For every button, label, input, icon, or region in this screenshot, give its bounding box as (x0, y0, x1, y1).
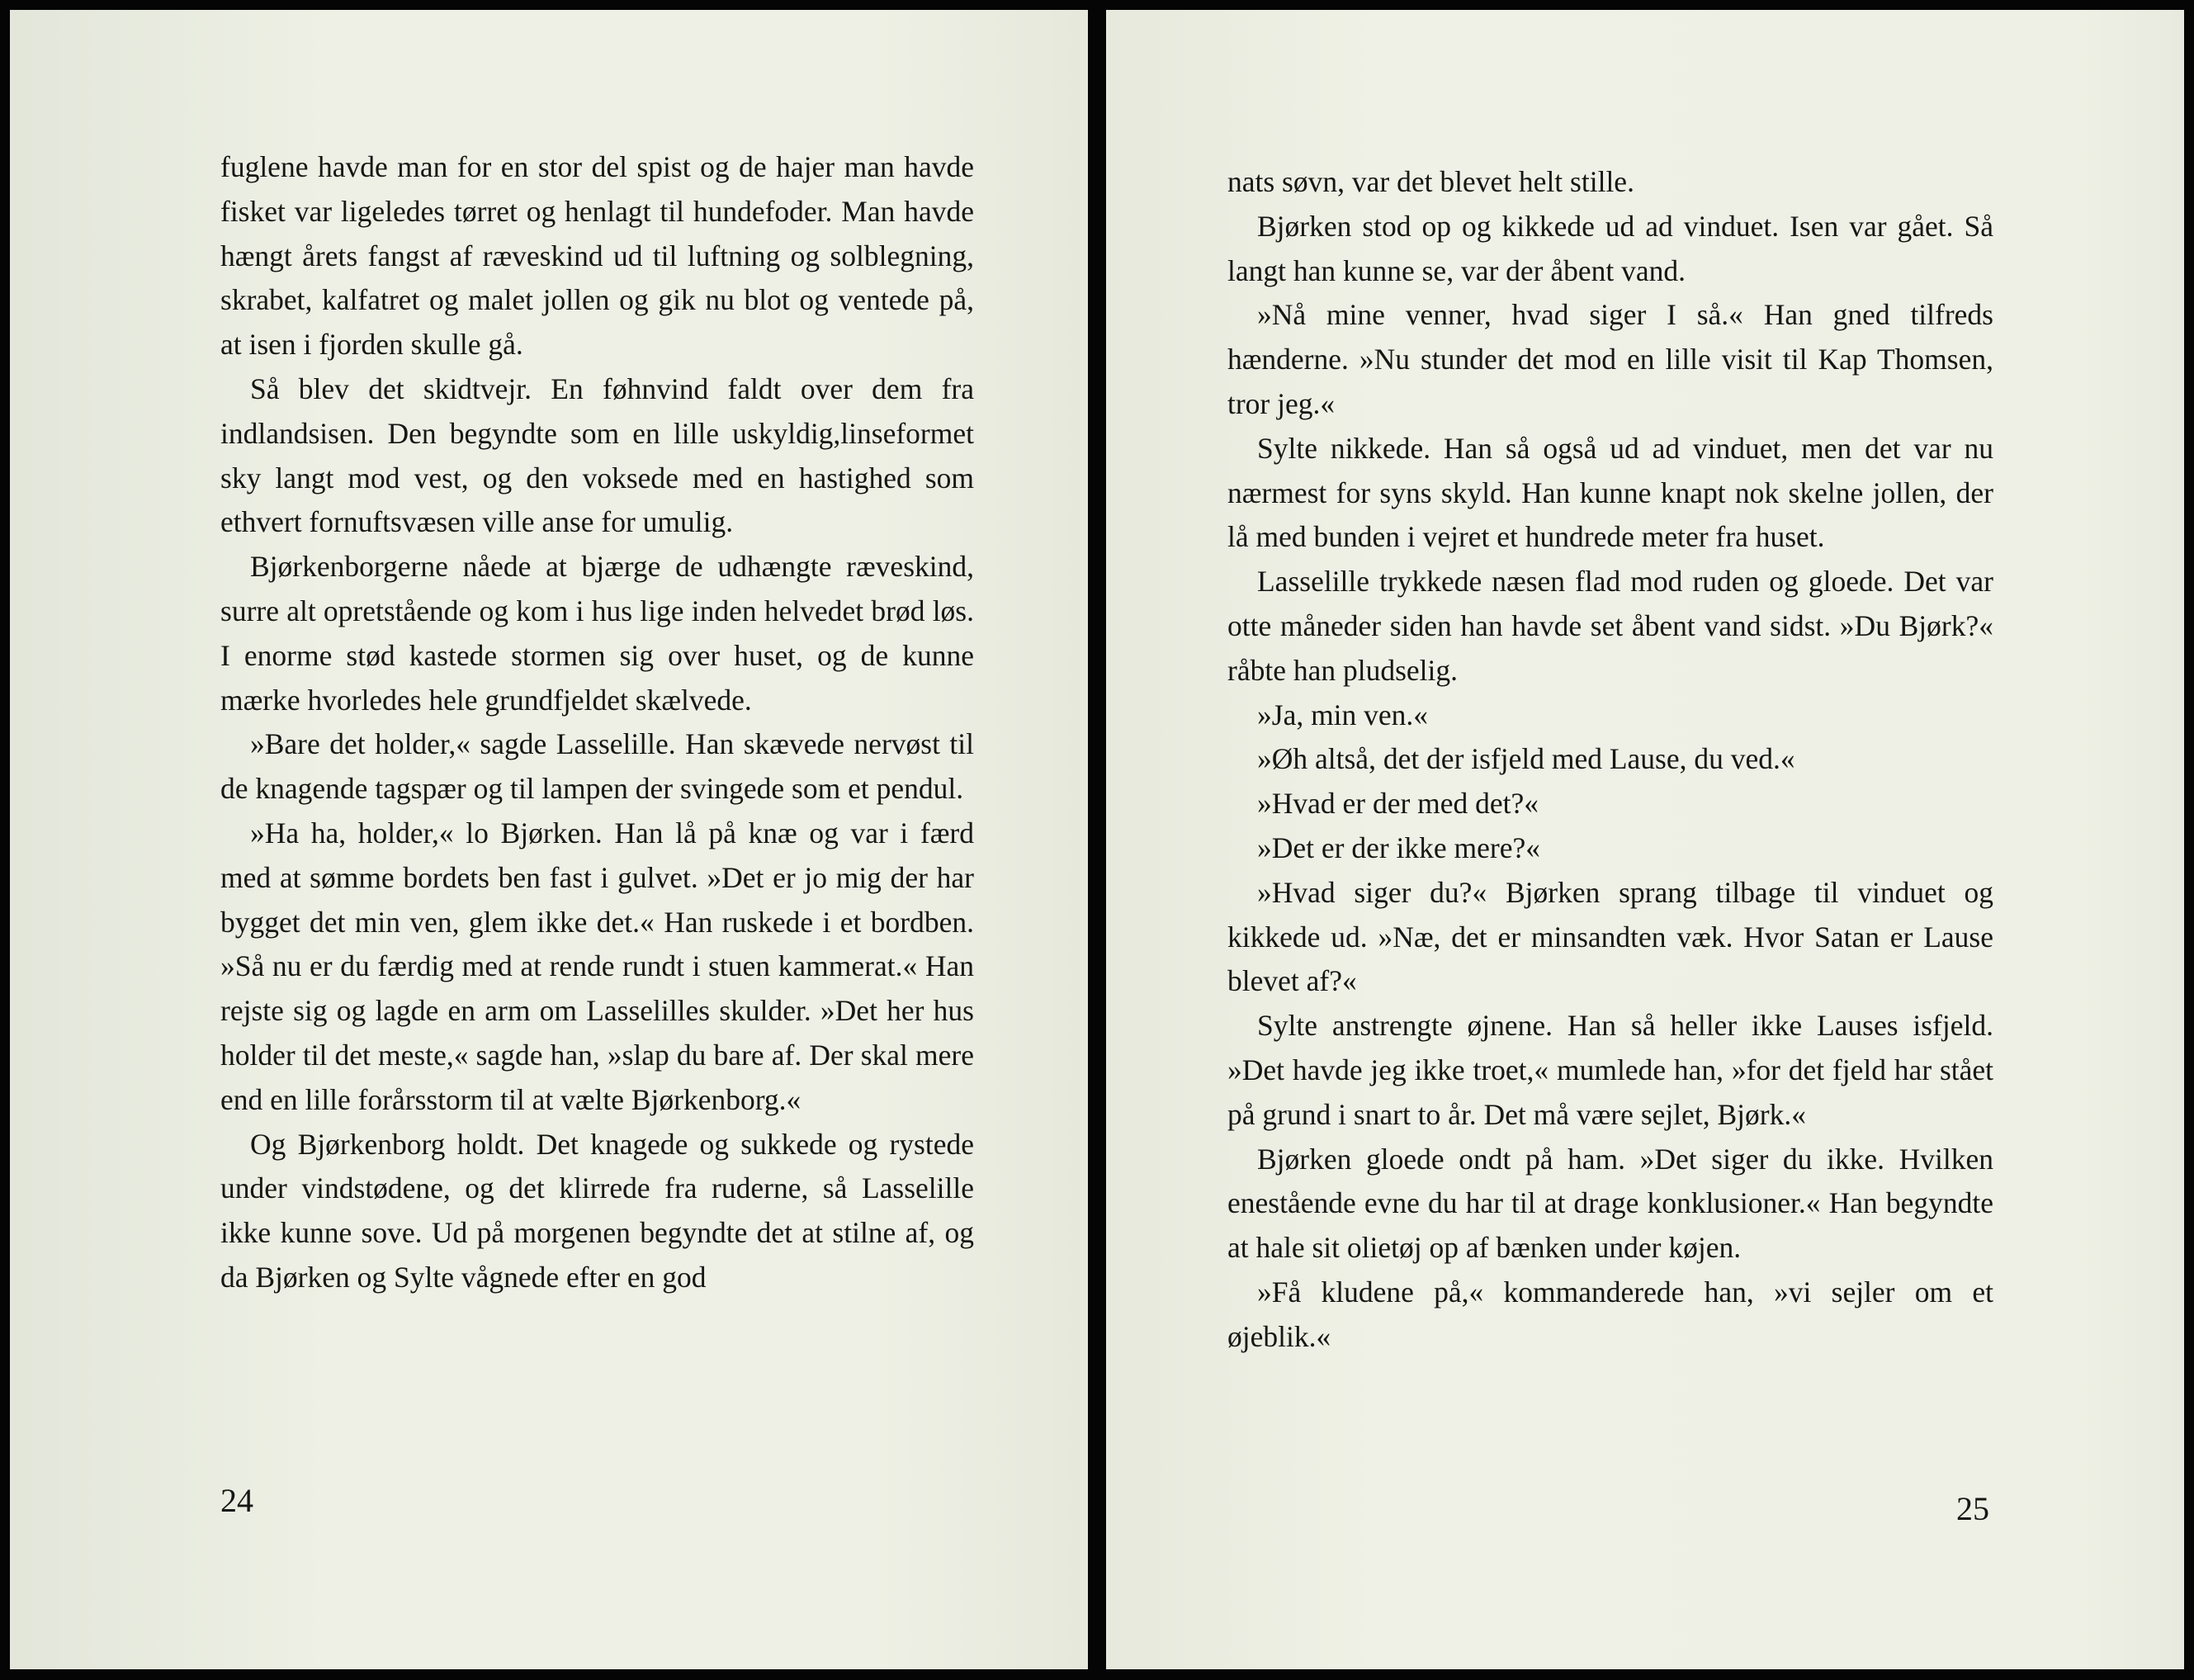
left-page (10, 10, 1088, 1669)
paragraph: Og Bjørkenborg holdt. Det knagede og sukkede og rystede under vindstødene, og det klirrede fra ruderne, så Lasselille ikke kunne sove. Ud på morgenen begyndte det at stilne af, og da Bjørken og Sylte vågnede efter en god (220, 1127, 974, 1294)
paragraph: »Bare det holder,« sagde Lasselille. Han skævede nervøst til de knagende tagspær og til lampen der svingede som et pendul. (220, 727, 974, 806)
paragraph: Lasselille trykkede næsen flad mod ruden og gloede. Det var otte måneder siden han havde set åbent vand sidst. »Du Bjørk?« råbte han pludselig. (1227, 565, 1993, 687)
paragraph: »Nå mine venner, hvad siger I så.« Han gned tilfreds hænderne. »Nu stunder det mod en lille visit til Kap Thomsen, tror jeg.« (1227, 298, 1993, 420)
paragraph: »Ha ha, holder,« lo Bjørken. Han lå på knæ og var i færd med at sømme bordets ben fast i gulvet. »Det er jo mig der har bygget det min ven, glem ikke det.« Han ruskede i et bordben. »Så nu er du færdig med at rende rundt i stuen kammerat.« Han rejste sig og lagde en arm om Lasselilles skulder. »Det her hus holder til det meste,« sagde han, »slap du bare af. Der skal mere end en lille forårsstorm til at vælte Bjørkenborg.« (220, 816, 974, 1116)
paragraph: »Hvad er der med det?« (1257, 787, 1539, 821)
page-number-left: 24 (220, 1482, 253, 1519)
paragraph: »Få kludene på,« kommanderede han, »vi sejler om et øjeblik.« (1227, 1275, 1993, 1353)
paragraph: Bjørken gloede ondt på ham. »Det siger du ikke. Hvilken enestående evne du har til at drage konklusioner.« Han begyndte at hale sit olietøj op af bænken under køjen. (1227, 1142, 1993, 1265)
paragraph: nats søvn, var det blevet helt stille. (1227, 165, 1634, 198)
paragraph: Sylte nikkede. Han så også ud ad vinduet, men det var nu nærmest for syns skyld. Han kunne knapt nok skelne jollen, der lå med bunden i vejret et hundrede meter fra huset. (1227, 431, 1993, 554)
right-page (1106, 10, 2184, 1669)
paragraph: »Det er der ikke mere?« (1257, 831, 1540, 864)
paragraph: fuglene havde man for en stor del spist og de hajer man havde fisket var ligeledes tørret og henlagt til hundefoder. Man havde hængt årets fangst af ræveskind ud til luftning og solblegning, skrabet, kalfatret og malet jollen og gik nu blot og ventede på, at isen i fjorden skulle gå. (220, 150, 974, 362)
right-page-text (1227, 160, 1993, 1360)
paragraph: »Hvad siger du?« Bjørken sprang tilbage til vinduet og kikkede ud. »Næ, det er minsandten væk. Hvor Satan er Lause blevet af?« (1227, 875, 1993, 998)
paragraph: Bjørken stod op og kikkede ud ad vinduet. Isen var gået. Så langt han kunne se, var der åbent vand. (1227, 209, 1993, 287)
page-number-right: 25 (1956, 1490, 1989, 1527)
paragraph: Sylte anstrengte øjnene. Han så heller ikke Lauses isfjeld. »Det havde jeg ikke troet,« mumlede han, »for det fjeld har stået på grund i snart to år. Det må være sejlet, Bjørk.« (1227, 1009, 1993, 1131)
left-page-text (220, 145, 974, 1300)
paragraph: Så blev det skidtvejr. En føhnvind faldt over dem fra indlandsisen. Den begyndte som en lille uskyldig,linseformet sky langt mod vest, og den voksede med en hastighed som ethvert fornuftsvæsen ville anse for umulig. (220, 371, 974, 539)
paragraph: »Øh altså, det der isfjeld med Lause, du ved.« (1257, 742, 1795, 776)
paragraph: »Ja, min ven.« (1257, 698, 1429, 731)
paragraph: Bjørkenborgerne nåede at bjærge de udhængte ræveskind, surre alt opretstående og kom i hus lige inden helvedet brød løs. I enorme stød kastede stormen sig over huset, og de kunne mærke hvorledes hele grundfjeldet skælvede. (220, 550, 974, 717)
